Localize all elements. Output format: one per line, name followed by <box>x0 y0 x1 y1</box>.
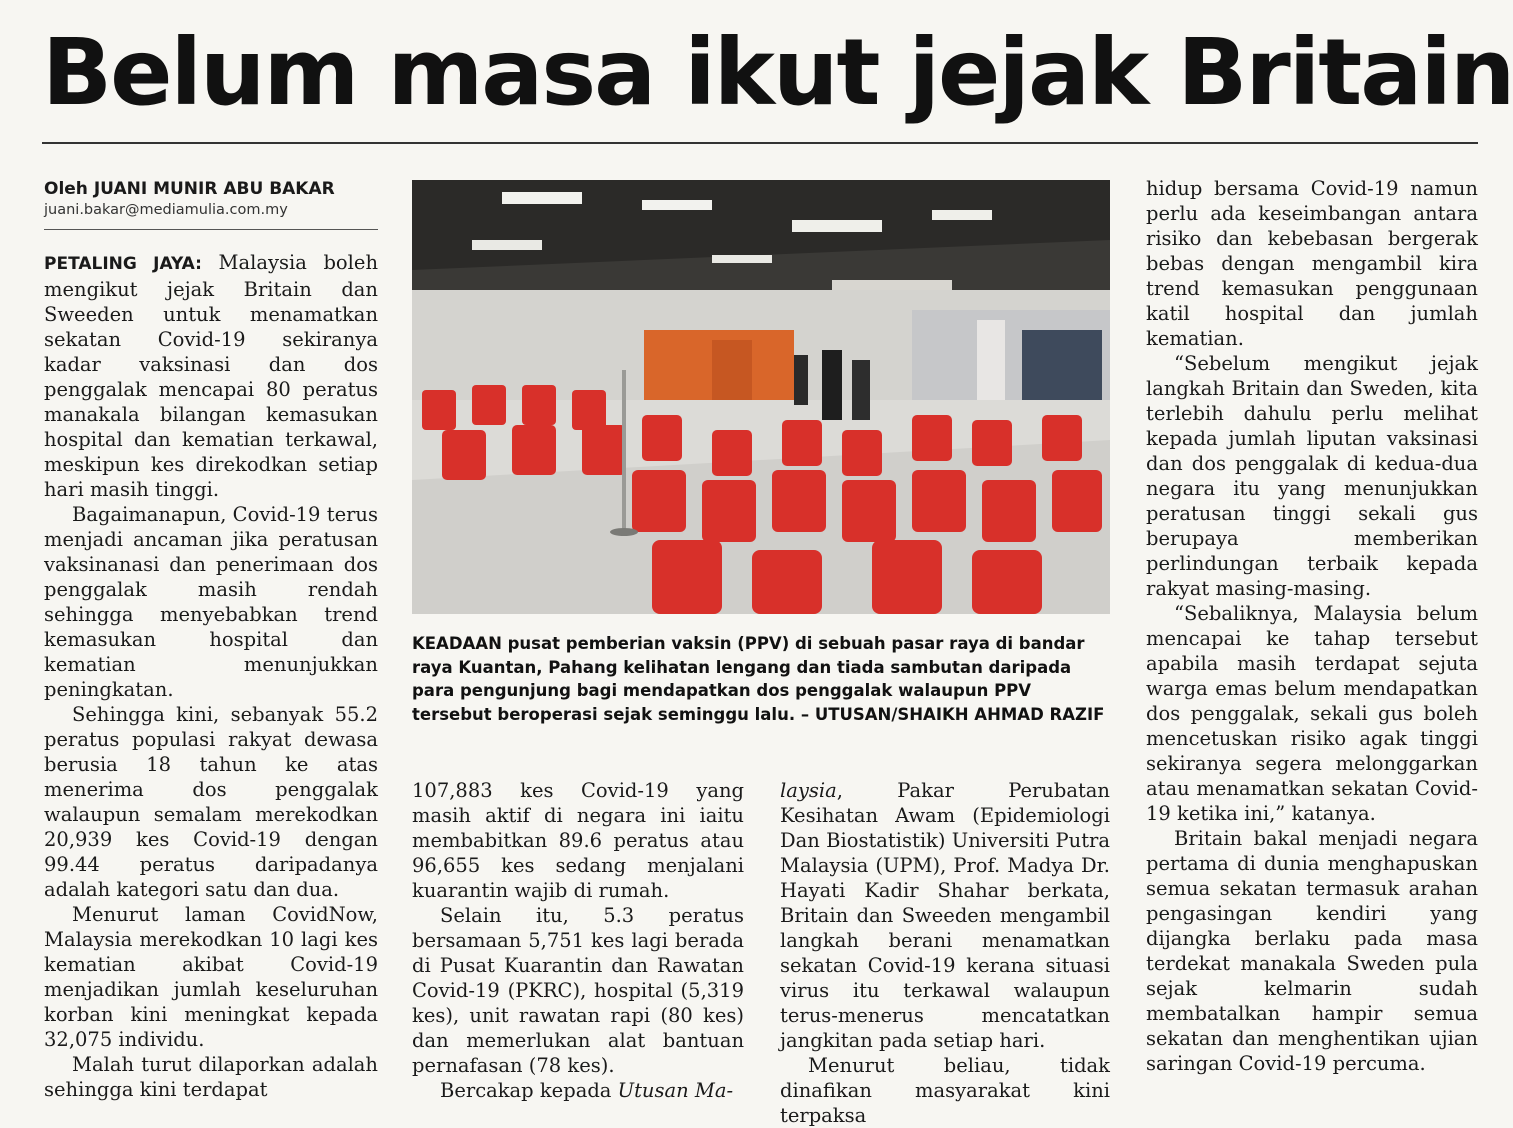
byline-rule <box>44 229 378 230</box>
paragraph: “Sebelum mengikut jejak langkah Britain dan Sweden, kita terlebih dahulu perlu melihat kepada jumlah liputan vaksinasi dan dos penggalak di kedua-dua negara itu yang menunjukkan peratusan tinggi sekali gus berupaya memberikan perlindungan terbaik kepada rakyat masing-masing. <box>1146 352 1478 600</box>
paragraph: Selain itu, 5.3 peratus bersamaan 5,751 kes lagi berada di Pusat Kuarantin dan Rawatan Covid-19 (PKRC), hospital (5,319 kes), unit rawatan rapi (80 kes) dan memerlukan alat bantuan pernafasan (78 kes). <box>412 904 744 1077</box>
photo-illustration <box>412 180 1110 614</box>
headline-rule <box>42 142 1478 144</box>
headline: Belum masa ikut jejak Britain <box>42 19 1513 126</box>
vaccine-centre-photo <box>412 180 1110 614</box>
paragraph: Bercakap kepada Utusan Ma- <box>440 1079 734 1102</box>
column-2 <box>412 778 744 1103</box>
byline-author: Oleh JUANI MUNIR ABU BAKAR <box>44 179 335 199</box>
column-1 <box>44 250 378 1102</box>
paragraph: Bagaimanapun, Covid-19 terus menjadi ancaman jika peratusan vaksinanasi dan penerimaan dos penggalak masih rendah sehingga menyebabkan trend kemasukan hospital dan kematian menunjukkan peningkatan. <box>44 503 378 701</box>
column-4 <box>1146 176 1478 1076</box>
paragraph: laysia, Pakar Perubatan Kesihatan Awam (Epidemiologi Dan Biostatistik) Universiti Putra Malaysia (UPM), Prof. Madya Dr. Hayati Kadir Shahar berkata, Britain dan Sweeden mengambil langkah berani menamatkan sekatan Covid-19 kerana situasi virus itu terkawal walaupun terus-menerus mencatatkan jangkitan pada setiap hari. <box>780 779 1110 1052</box>
dateline: PETALING JAYA: <box>44 254 202 274</box>
paragraph: PETALING JAYA: Malaysia boleh mengikut jejak Britain dan Sweeden untuk menamatkan sekatan Covid-19 sekiranya kadar vaksinasi dan dos penggalak mencapai 80 peratus manakala bilangan kemasukan hospital dan kematian terkawal, meskipun kes direkodkan setiap hari masih tinggi. <box>44 251 378 501</box>
paragraph: Malah turut dilaporkan adalah sehingga kini terdapat <box>44 1053 378 1101</box>
column-3 <box>780 778 1110 1128</box>
paragraph: 107,883 kes Covid-19 yang masih aktif di negara ini iaitu membabitkan 89.6 peratus atau 96,655 kes sedang menjalani kuarantin wajib di rumah. <box>412 779 744 902</box>
byline-email: juani.bakar@mediamulia.com.my <box>44 202 288 218</box>
paragraph: Menurut beliau, tidak dinafikan masyarakat kini terpaksa <box>780 1054 1110 1127</box>
paragraph: Britain bakal menjadi negara pertama di dunia menghapuskan semua sekatan termasuk arahan pengasingan kendiri yang dijangka berlaku pada masa terdekat manakala Sweden pula sejak kelmarin sudah membatalkan hampir semua sekatan dan menghentikan ujian saringan Covid-19 percuma. <box>1146 827 1478 1075</box>
paragraph: hidup bersama Covid-19 namun perlu ada keseimbangan antara risiko dan kebebasan bergerak bebas dengan mengambil kira trend kemasukan penggunaan katil hospital dan jumlah kematian. <box>1146 177 1478 350</box>
byline <box>44 178 378 220</box>
paragraph: Menurut laman CovidNow, Malaysia merekodkan 10 lagi kes kematian akibat Covid-19 menjadikan jumlah keseluruhan korban kini meningkat kepada 32,075 individu. <box>44 903 378 1051</box>
paragraph: “Sebaliknya, Malaysia belum mencapai ke tahap tersebut apabila masih terdapat sejuta warga emas belum mendapatkan dos penggalak, sekali gus boleh mencetuskan risiko agak tinggi sekiranya segera melonggarkan atau menamatkan sekatan Covid-19 ketika ini,” katanya. <box>1146 602 1478 825</box>
paragraph: Sehingga kini, sebanyak 55.2 peratus populasi rakyat dewasa berusia 18 tahun ke atas menerima dos penggalak walaupun semalam merekodkan 20,939 kes Covid-19 dengan 99.44 peratus daripadanya adalah kategori satu dan dua. <box>44 703 378 901</box>
photo-caption: KEADAAN pusat pemberian vaksin (PPV) di sebuah pasar raya di bandar raya Kuantan, Pahang kelihatan lengang dan tiada sambutan daripada para pengunjung bagi mendapatkan dos penggalak walaupun PPV tersebut beroperasi sejak seminggu lalu. – UTUSAN/SHAIKH AHMAD RAZIF <box>412 634 1105 724</box>
